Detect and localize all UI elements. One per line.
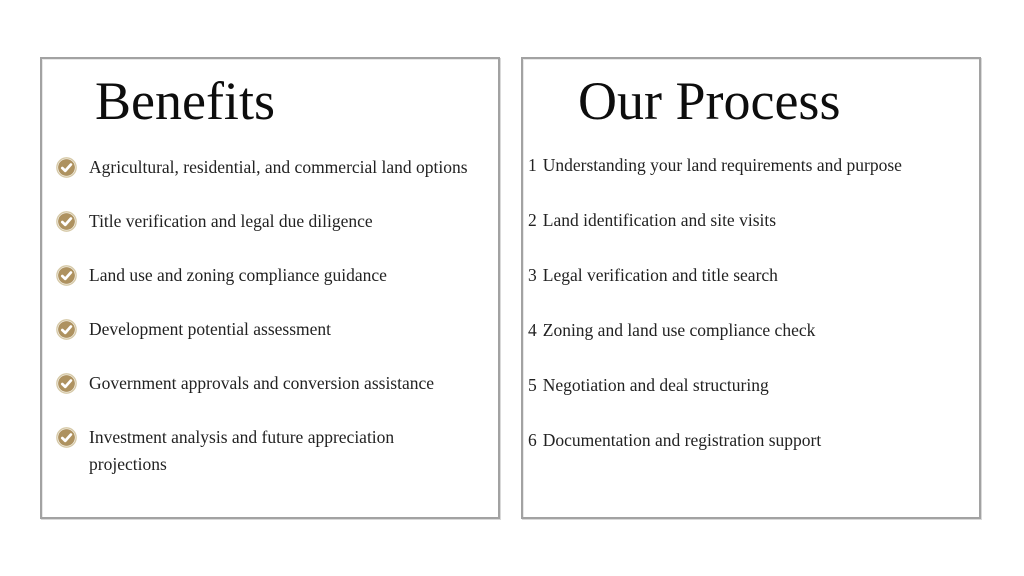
benefit-item [56, 262, 498, 289]
step-label: Documentation and registration support [542, 430, 822, 451]
benefits-title: Benefits [95, 71, 275, 131]
benefit-item [56, 208, 498, 235]
step-label: Negotiation and deal structuring [542, 375, 769, 396]
step-number: 5 [528, 375, 537, 396]
benefit-item [56, 370, 498, 397]
benefit-label: Land use and zoning compliance guidance [89, 265, 387, 286]
check-icon [56, 373, 77, 394]
step-number: 6 [528, 430, 537, 451]
process-step-list [523, 152, 979, 454]
step-number: 3 [528, 265, 537, 286]
benefit-item [56, 154, 498, 181]
benefits-list [42, 154, 498, 478]
check-icon [56, 427, 77, 448]
benefit-label: Investment analysis and future appreciation projections [89, 427, 395, 475]
process-panel [521, 57, 981, 519]
process-step [523, 152, 979, 179]
check-icon [56, 157, 77, 178]
process-step [523, 372, 979, 399]
benefit-item [56, 316, 498, 343]
process-step [523, 317, 979, 344]
benefit-label: Agricultural, residential, and commercial land options [89, 157, 468, 178]
step-label: Land identification and site visits [542, 210, 777, 231]
step-number: 1 [528, 155, 537, 176]
benefit-item [56, 424, 498, 478]
check-icon [56, 319, 77, 340]
check-icon [56, 265, 77, 286]
process-step [523, 262, 979, 289]
benefit-label: Title verification and legal due diligence [89, 211, 373, 232]
process-step [523, 427, 979, 454]
benefits-panel [40, 57, 500, 519]
step-number: 4 [528, 320, 537, 341]
step-label: Zoning and land use compliance check [542, 320, 816, 341]
step-label: Understanding your land requirements and purpose [542, 155, 902, 176]
check-icon [56, 211, 77, 232]
benefit-label: Development potential assessment [89, 319, 332, 340]
step-label: Legal verification and title search [542, 265, 778, 286]
step-number: 2 [528, 210, 537, 231]
process-step [523, 207, 979, 234]
benefit-label: Government approvals and conversion assistance [89, 373, 435, 394]
process-title: Our Process [578, 71, 841, 131]
